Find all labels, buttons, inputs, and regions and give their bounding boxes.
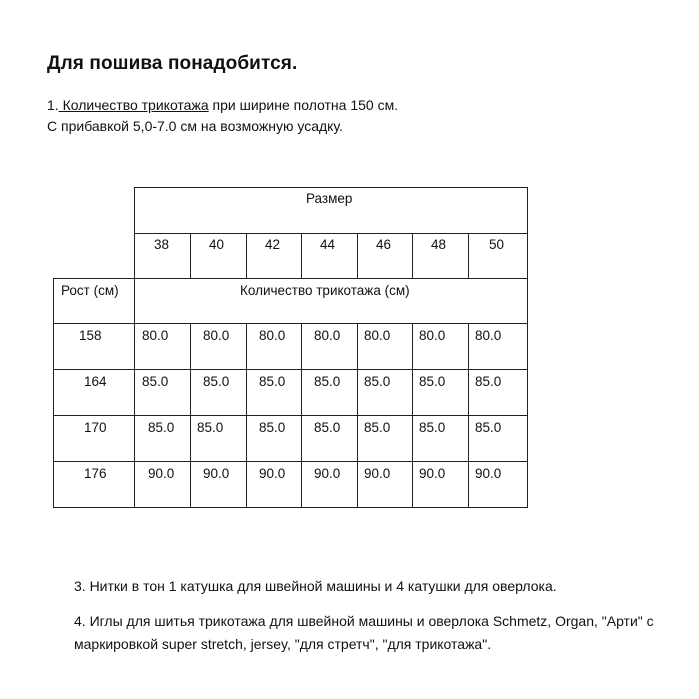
row-164-size-38: 85.0 xyxy=(142,374,169,389)
item-4-line-2: маркировкой super stretch, jersey, "для стретч", "для трикотажа". xyxy=(74,636,492,652)
quantity-header: Количество трикотажа (см) xyxy=(240,283,410,298)
size-42: 42 xyxy=(265,237,281,252)
row-164-size-44: 85.0 xyxy=(314,374,341,389)
size-50: 50 xyxy=(489,237,505,252)
item-1-rest: при ширине полотна 150 см. xyxy=(208,97,399,113)
row-158-height: 158 xyxy=(79,328,102,343)
item-1-underlined: Количество трикотажа xyxy=(58,97,209,113)
row-170-size-42: 85.0 xyxy=(259,420,286,435)
row-158-size-44: 80.0 xyxy=(314,328,341,343)
row-176-size-40: 90.0 xyxy=(203,466,230,481)
row-176-size-50: 90.0 xyxy=(475,466,502,481)
row-176-height: 176 xyxy=(84,466,107,481)
row-176-size-48: 90.0 xyxy=(419,466,446,481)
row-158-size-48: 80.0 xyxy=(419,328,446,343)
row-158-size-50: 80.0 xyxy=(475,328,502,343)
row-164-height: 164 xyxy=(84,374,107,389)
row-158-size-46: 80.0 xyxy=(364,328,391,343)
row-170-size-48: 85.0 xyxy=(419,420,446,435)
row-158-size-38: 80.0 xyxy=(142,328,169,343)
row-170-size-40: 85.0 xyxy=(197,420,224,435)
row-170-size-46: 85.0 xyxy=(364,420,391,435)
item-4-line-1: 4. Иглы для шитья трикотажа для швейной машины и оверлока Schmetz, Organ, "Арти" с xyxy=(74,613,654,629)
row-176-size-38: 90.0 xyxy=(148,466,175,481)
size-46: 46 xyxy=(376,237,392,252)
row-158-size-42: 80.0 xyxy=(259,328,286,343)
item-3-text: 3. Нитки в тон 1 катушка для швейной машины и 4 катушки для оверлока. xyxy=(74,578,557,594)
size-38: 38 xyxy=(154,237,170,252)
row-170-height: 170 xyxy=(84,420,107,435)
row-170-size-50: 85.0 xyxy=(475,420,502,435)
row-176-size-42: 90.0 xyxy=(259,466,286,481)
row-164-size-50: 85.0 xyxy=(475,374,502,389)
row-158-size-40: 80.0 xyxy=(203,328,230,343)
row-164-size-48: 85.0 xyxy=(419,374,446,389)
item-1-number: 1. xyxy=(47,97,59,113)
size-44: 44 xyxy=(320,237,336,252)
document-title: Для пошива понадобится. xyxy=(47,53,298,74)
item-1-line-2: С прибавкой 5,0-7.0 см на возможную усадку. xyxy=(47,118,343,134)
row-176-size-46: 90.0 xyxy=(364,466,391,481)
row-170-size-44: 85.0 xyxy=(314,420,341,435)
row-176-size-44: 90.0 xyxy=(314,466,341,481)
height-header: Рост (см) xyxy=(61,283,119,298)
size-40: 40 xyxy=(209,237,225,252)
row-164-size-40: 85.0 xyxy=(203,374,230,389)
size-header: Размер xyxy=(306,191,353,206)
row-164-size-42: 85.0 xyxy=(259,374,286,389)
size-48: 48 xyxy=(431,237,447,252)
row-164-size-46: 85.0 xyxy=(364,374,391,389)
row-170-size-38: 85.0 xyxy=(148,420,175,435)
